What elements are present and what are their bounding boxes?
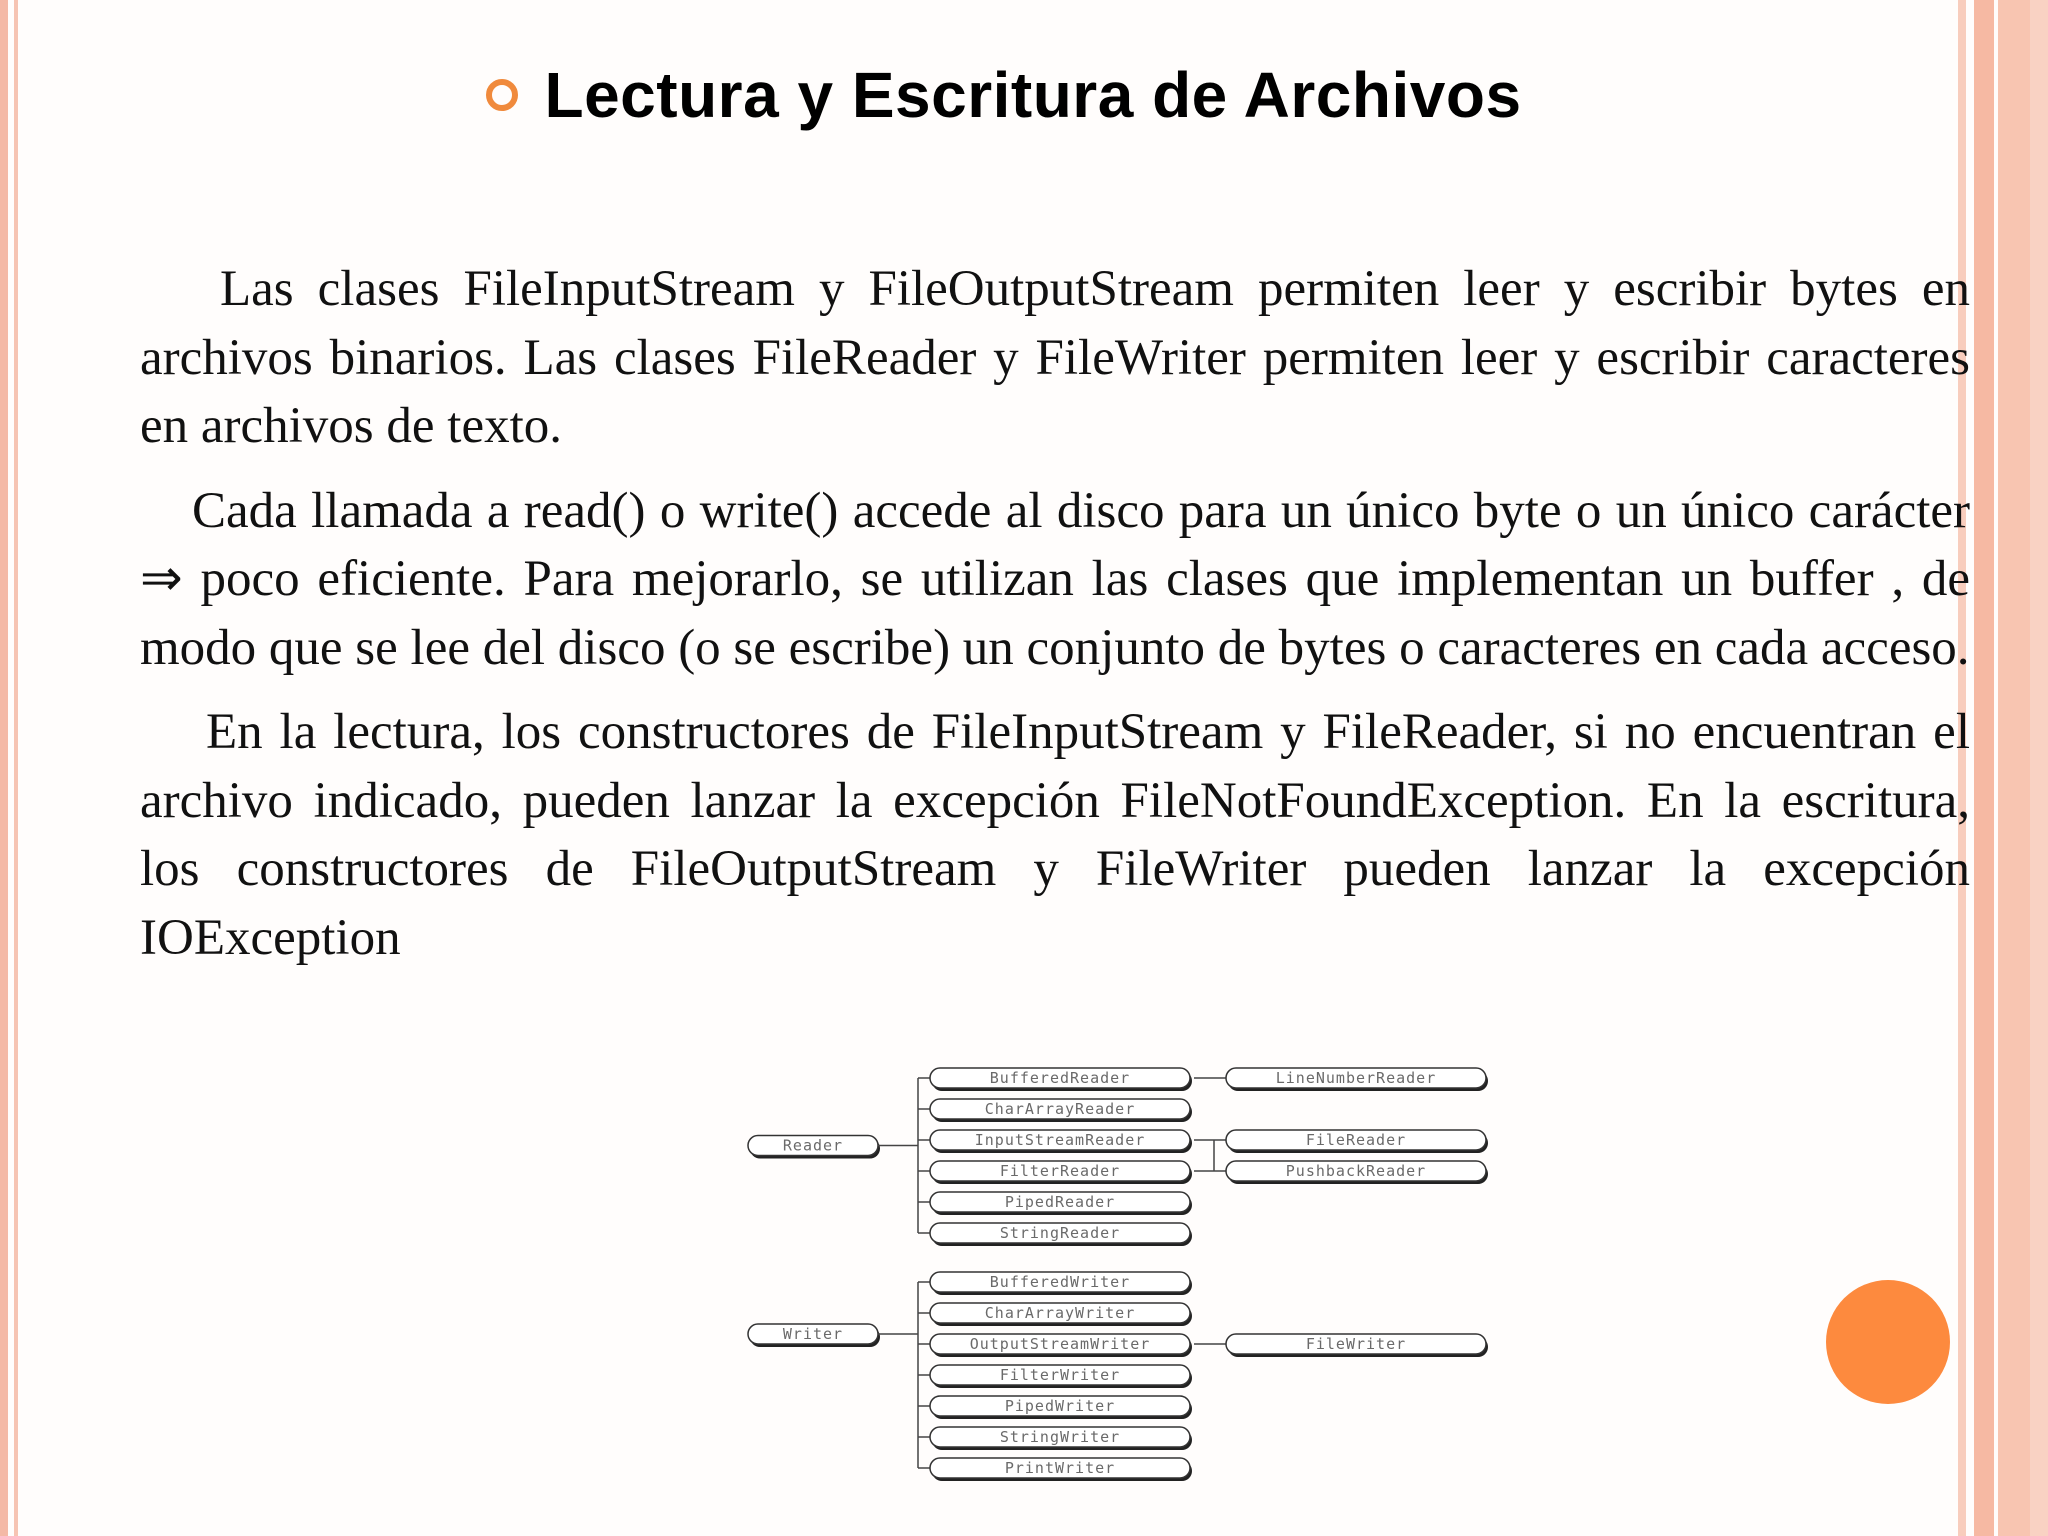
left-border-stripe-thin [14, 0, 18, 1536]
reader-child-node-pipedreader-label: PipedReader [1004, 1193, 1116, 1211]
reader-child-node-stringreader-label: StringReader [999, 1224, 1121, 1242]
reader-child-node-bufferedreader-label: BufferedReader [989, 1069, 1131, 1087]
paragraph-file-streams: Las clases FileInputStream y FileOutputStream permiten leer y escribir bytes en archivos binarios. Las clases FileReader y FileWriter permiten leer y escribir caracteres en archivos de texto. [140, 261, 1970, 454]
writer-child-node-stringwriter-label: StringWriter [999, 1428, 1121, 1446]
slide-title: Lectura y Escritura de Archivos [544, 59, 1522, 131]
reader-child-node-chararrayreader-label: CharArrayReader [984, 1100, 1136, 1118]
paragraph-exceptions: En la lectura, los constructores de FileInputStream y FileReader, si no encuentran el archivo indicado, pueden lanzar la excepción FileNotFoundException. En la escritura, los constructores de FileOutputStream y FileWriter pueden lanzar la excepción IOException [140, 704, 1970, 966]
writer-child-node-chararraywriter-label: CharArrayWriter [984, 1304, 1136, 1322]
class-hierarchy-diagram [730, 1050, 1500, 1490]
writer-grandchild-node-filewriter-label: FileWriter [1305, 1335, 1407, 1353]
right-border-band-light [2030, 0, 2048, 1536]
left-border-stripe [0, 0, 8, 1536]
writer-child-node-filterwriter-label: FilterWriter [999, 1366, 1121, 1384]
reader-child-node-inputstreamreader-label: InputStreamReader [974, 1131, 1146, 1149]
writer-child-node-printwriter-label: PrintWriter [1004, 1459, 1116, 1477]
writer-child-node-pipedwriter-label: PipedWriter [1004, 1397, 1116, 1415]
right-border-stripe [1974, 0, 1994, 1536]
writer-root-node-label: Writer [782, 1325, 844, 1343]
reader-grandchild-node-pushbackreader-label: PushbackReader [1285, 1162, 1427, 1180]
title-bullet-icon [486, 79, 518, 111]
writer-child-node-outputstreamwriter-label: OutputStreamWriter [969, 1335, 1151, 1353]
paragraph-buffering: Cada llamada a read() o write() accede al disco para un único byte o un único carácter ⇒ poco eficiente. Para mejorarlo, se utilizan las clases que implementan un buffer , de modo que se lee del disco (o se escribe) un conjunto de bytes o caracteres en cada acceso. [140, 482, 1970, 676]
reader-grandchild-node-linenumberreader-label: LineNumberReader [1275, 1069, 1437, 1087]
slide-body [140, 255, 1970, 988]
writer-child-node-bufferedwriter-label: BufferedWriter [989, 1273, 1131, 1291]
reader-grandchild-node-filereader-label: FileReader [1305, 1131, 1407, 1149]
reader-child-node-filterreader-label: FilterReader [999, 1162, 1121, 1180]
reader-root-node-label: Reader [782, 1136, 844, 1155]
title-row [0, 58, 2048, 132]
decorative-orange-circle [1826, 1280, 1950, 1404]
